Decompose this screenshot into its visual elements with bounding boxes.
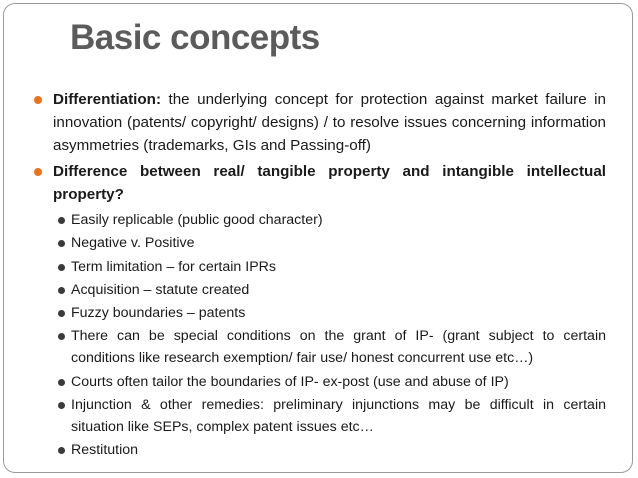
subpoint-text: Easily replicable (public good character) [71, 212, 323, 228]
dark-bullet-icon [58, 379, 65, 386]
dark-bullet-icon [58, 264, 65, 271]
subpoint-item [34, 394, 606, 438]
subpoint-text: Courts often tailor the boundaries of IP- ex-post (use and abuse of IP) [71, 373, 509, 390]
subpoint-text: Negative v. Positive [71, 235, 195, 252]
dark-bullet-icon [58, 447, 65, 454]
bullet-lead: Differentiation: [53, 91, 161, 108]
subpoint-text: Restitution [71, 442, 139, 459]
bullet-lead: Difference between real/ tangible property and intangible intellectual property? [53, 163, 606, 203]
slide-content [34, 88, 606, 463]
subpoint-text: Fuzzy boundaries – patents [71, 305, 246, 322]
orange-bullet-icon [34, 168, 42, 176]
dark-bullet-icon [58, 240, 65, 247]
subpoint-item [34, 256, 606, 278]
subpoint-item [34, 279, 606, 301]
subpoint-text: Acquisition – statute created [71, 281, 250, 298]
subpoint-text: Injunction & other remedies: preliminary injunctions may be difficult in certain situation like SEPs, complex patent issues etc… [71, 397, 606, 436]
subpoint-item [34, 325, 606, 369]
subpoint-text: There can be special conditions on the grant of IP- (grant subject to certain conditions like research exemption/ fair use/ honest concurrent use etc…) [71, 328, 606, 367]
subpoint-item [34, 209, 606, 231]
bullet-difference [34, 160, 606, 206]
bullet-differentiation [34, 88, 606, 157]
dark-bullet-icon [58, 402, 65, 409]
orange-bullet-icon [34, 96, 42, 104]
dark-bullet-icon [58, 287, 65, 294]
subpoint-item [34, 439, 606, 461]
subpoint-text: Term limitation – for certain IPRs [71, 258, 276, 275]
subpoint-item [34, 232, 606, 254]
subpoint-list [34, 209, 606, 461]
slide-title: Basic concepts [70, 18, 320, 57]
subpoint-item [34, 302, 606, 324]
dark-bullet-icon [58, 310, 65, 317]
dark-bullet-icon [58, 333, 65, 340]
subpoint-item [34, 371, 606, 393]
dark-bullet-icon [58, 217, 65, 224]
bullet-text: the underlying concept for protection against market failure in innovation (patents/ copyright/ designs) / to resolve issues concerning information asymmetries (trademarks, GIs and Passing-off) [53, 91, 606, 154]
